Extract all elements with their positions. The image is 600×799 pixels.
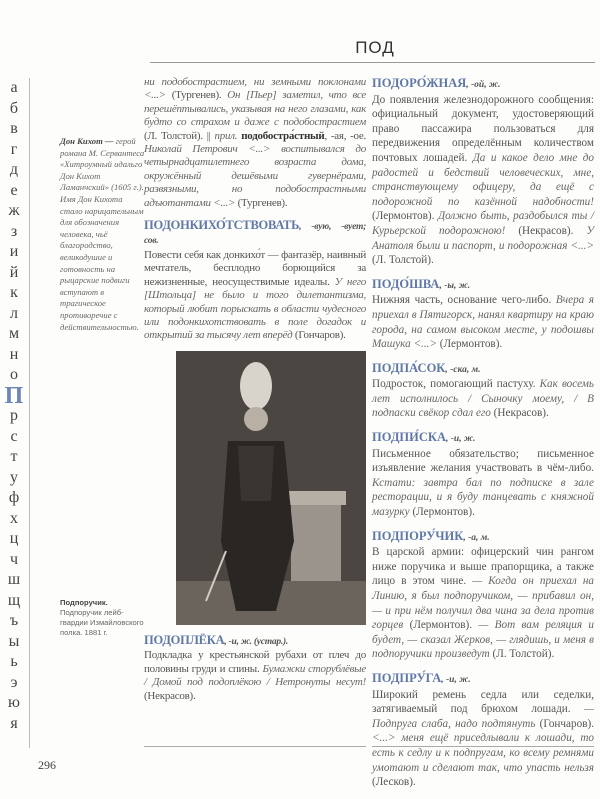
alphabet-letter: л: [10, 304, 18, 322]
grammar: , -ска, м.: [445, 364, 481, 375]
source: (Лермонтов).: [409, 619, 479, 632]
definition: Подросток, помогающий пастуху.: [372, 378, 540, 391]
alphabet-letter: н: [9, 345, 19, 363]
alphabet-letter: у: [10, 468, 18, 486]
alphabet-letter: д: [9, 161, 19, 178]
alphabet-letter: о: [10, 366, 18, 383]
source: (Некрасов).: [493, 407, 549, 420]
alphabet-letter: с: [10, 427, 18, 445]
alphabet-letter: э: [10, 673, 18, 691]
entry-podoplyoka: [144, 634, 366, 703]
headword: ПОДПИ́СКА: [372, 430, 446, 445]
pos: прил.: [214, 129, 242, 142]
quote: Как восемь лет исполнилось / Сыночку моему, / В подпаски свёкор сдал его: [372, 378, 594, 420]
source: (Лермонтов).: [372, 210, 438, 223]
grammar: , -и, ж.: [446, 434, 476, 445]
alphabet-letter: ы: [8, 632, 20, 650]
source: (Лермонтов).: [412, 506, 475, 519]
alphabet-letter: х: [10, 509, 18, 527]
alphabet-letter: з: [10, 222, 18, 240]
source: (Некрасов).: [144, 689, 196, 702]
alphabet-letter: ц: [9, 530, 19, 547]
alphabet-letter: П: [4, 382, 24, 409]
source: (Гончаров).: [539, 717, 594, 730]
quote: Должно быть, раздобылся ты / Курьерской подорожною!: [372, 210, 594, 237]
entry-podonkikhotstvovat: [144, 219, 366, 343]
source: (Гончаров).: [294, 329, 346, 342]
quote: Бумажки сторублёвые / Домой под подоплёкою / Нетронуты несут!: [144, 662, 366, 689]
alphabet-letter: ф: [8, 489, 20, 506]
alphabet-letter: щ: [7, 591, 21, 609]
quote: Николай Петрович <...> воспитывался до четырнадцатилетнего возраста дома, окружённый дешёвыми гувернёрами, развязными, но подобострастными адъютантами <...>: [144, 143, 366, 209]
caption-title: Подпоручик.: [60, 598, 108, 607]
sidenote-term: Дон Кихот —: [60, 136, 114, 146]
sidenote: [60, 136, 145, 333]
headword: ПОДОРО́ЖНАЯ: [372, 76, 467, 90]
dictionary-entry: [372, 361, 594, 421]
dictionary-entry: [372, 430, 594, 520]
alphabet-letter: й: [9, 263, 19, 281]
column-right: [372, 76, 594, 799]
dictionary-entry: [372, 76, 594, 268]
grammar: , -ая, -ое.: [324, 129, 367, 142]
alphabet-letter: ъ: [9, 612, 19, 629]
quote: У Анатоля были и паспорт, и подорожная <...>: [372, 224, 594, 252]
alphabet-letter: ж: [8, 202, 20, 219]
quote: — Когда он приехал на Линию, я был подпоручиком, — прибавил он, — и при нём получил два чина за дела против горцев: [372, 575, 594, 632]
alphabet-letter: к: [10, 284, 18, 301]
headword: ПОДОНКИХО́ТСТВОВАТЬ: [144, 218, 300, 233]
quote: ни подобострастием, ни земными поклонами <...>: [144, 76, 366, 102]
source: (Тургенев).: [171, 89, 228, 102]
alphabet-letter: ш: [7, 571, 21, 588]
alphabet-letter: а: [10, 79, 18, 96]
alphabet-letter: ч: [9, 550, 19, 568]
definition: Широкий ремень седла или седелки, затягиваемый под брюхом лошади.: [372, 688, 594, 716]
header-rule: [150, 62, 595, 63]
quote: — Вот вам реляция и будет, — сказал Жерков, — глядишь, и меня в подпоручики произведут: [372, 619, 595, 661]
quote: Вчера я приехал в Пятигорск, нанял квартиру на краю города, на самом высоком месте, у подошвы Машука <...>: [372, 294, 594, 351]
alphabet-letter: е: [10, 181, 18, 199]
sidenote-text: герой романа М. Сервантеса «Хитроумный идальго Дон Кихот Ламанчский» (1605 г.). Имя Дон Кихота стало нарицательным для обозначения человека, чьё благородство, великодушие и готовность на рыцарские подвиги вступают в трагическое противоречие с действительностью.: [60, 136, 145, 332]
definition: Нижняя часть, основание чего-либо.: [372, 294, 556, 307]
quote: Он [Пьер] заметил, что все перешёптывались, указывая на него глазами, как будто со страхом и даже с подобострастием: [144, 89, 366, 129]
source: (Лермонтов).: [439, 338, 503, 351]
alphabet-letter: в: [10, 120, 18, 137]
alphabet-index: [2, 78, 26, 734]
source: (Тургенев).: [237, 196, 288, 209]
headword: ПОДПА́СОК: [372, 360, 446, 375]
dictionary-entry: [372, 529, 594, 662]
quote: Да и какое дело мне до радостей и бедствий человеческих, мне, странствующему офицеру, да ещё с подорожной по казённой надобности!: [372, 151, 594, 208]
alphabet-letter: б: [9, 99, 19, 117]
entry-continuation: [144, 76, 366, 210]
alphabet-letter: и: [9, 243, 19, 260]
derived-word: подобостра́стный: [241, 129, 325, 142]
headword: ПОДПРУ́ГА: [372, 670, 442, 685]
source: (Л. Толстой).: [492, 648, 555, 661]
source: (Лесков).: [372, 776, 416, 789]
source: (Некрасов).: [518, 224, 587, 237]
alphabet-letter: м: [8, 325, 20, 342]
caption-text: Подпоручик лейб-гвардии Измайловского полка. 1881 г.: [60, 608, 144, 637]
quote: У него [Штольца] не было и того дилетантизма, который любит порыскать в области чудесного или подонкихотствовать в поле догадок и открытий за тысячу лет вперёд: [144, 275, 366, 342]
running-header: ПОД: [355, 38, 395, 57]
quote: Кстати: завтра бал по подписке в зале ресторации, и я буду танцевать с княжной мазурку: [372, 476, 594, 519]
quote: <...> меня ещё приседлывали к лошади, то есть к седлу и к подпругам, ко всему ремнями умотают и сделают так, что упасть нельзя: [372, 732, 594, 774]
page-number: 296: [38, 758, 56, 772]
quote: — Подпруга слаба, надо подтянуть: [372, 703, 594, 730]
photo-caption: [60, 598, 150, 638]
definition: Письменное обязательство; письменное изъявление желания участвовать в чём-либо.: [372, 447, 594, 475]
source: (Л. Толстой). ||: [144, 129, 215, 142]
bottom-rule: [372, 746, 594, 747]
dictionary-entry: [372, 277, 594, 352]
alphabet-letter: р: [10, 407, 18, 424]
headword: ПОДПОРУ́ЧИК: [372, 528, 464, 543]
column-middle: [144, 76, 366, 343]
alphabet-letter: ь: [10, 653, 18, 670]
bottom-rule: [144, 746, 366, 747]
definition: До появления железнодорожного сообщения: официальный документ, удостоверяющий право пассажира пользоваться для передвижения определённым количеством почтовых лошадей.: [372, 93, 594, 164]
grammar: , -и, ж. (устар.).: [224, 637, 289, 647]
grammar: , -вую, -вует; сов.: [144, 222, 366, 247]
definition: В царской армии: офицерский чин рангом ниже поручика и выше прапорщика, а также лицо в этом чине.: [372, 546, 594, 588]
alphabet-letter: ю: [8, 694, 20, 711]
headword: ПОДО́ШВА: [372, 276, 440, 291]
source: (Л. Толстой).: [372, 254, 434, 267]
grammar: , -и, ж.: [441, 674, 471, 685]
headword: ПОДОПЛЁКА: [144, 633, 225, 647]
alphabet-letter: т: [10, 448, 18, 465]
alphabet-letter: г: [10, 140, 18, 158]
definition: Повести себя как донкихо́т — фантазёр, наивный мечтатель, бесплодно борющийся за нежизненные, неосуществимые идеалы.: [144, 248, 366, 288]
definition: Подкладка у крестьянской рубахи от плеч до половины груди и спины.: [144, 649, 366, 675]
alphabet-letter: я: [10, 714, 18, 732]
photo-podporuchik: [176, 351, 366, 625]
grammar: , -а, м.: [463, 532, 490, 543]
dictionary-entry: [372, 671, 594, 790]
grammar: , -ой, ж.: [466, 80, 501, 90]
margin-rule: [29, 78, 30, 748]
grammar: , -ы, ж.: [439, 280, 471, 291]
